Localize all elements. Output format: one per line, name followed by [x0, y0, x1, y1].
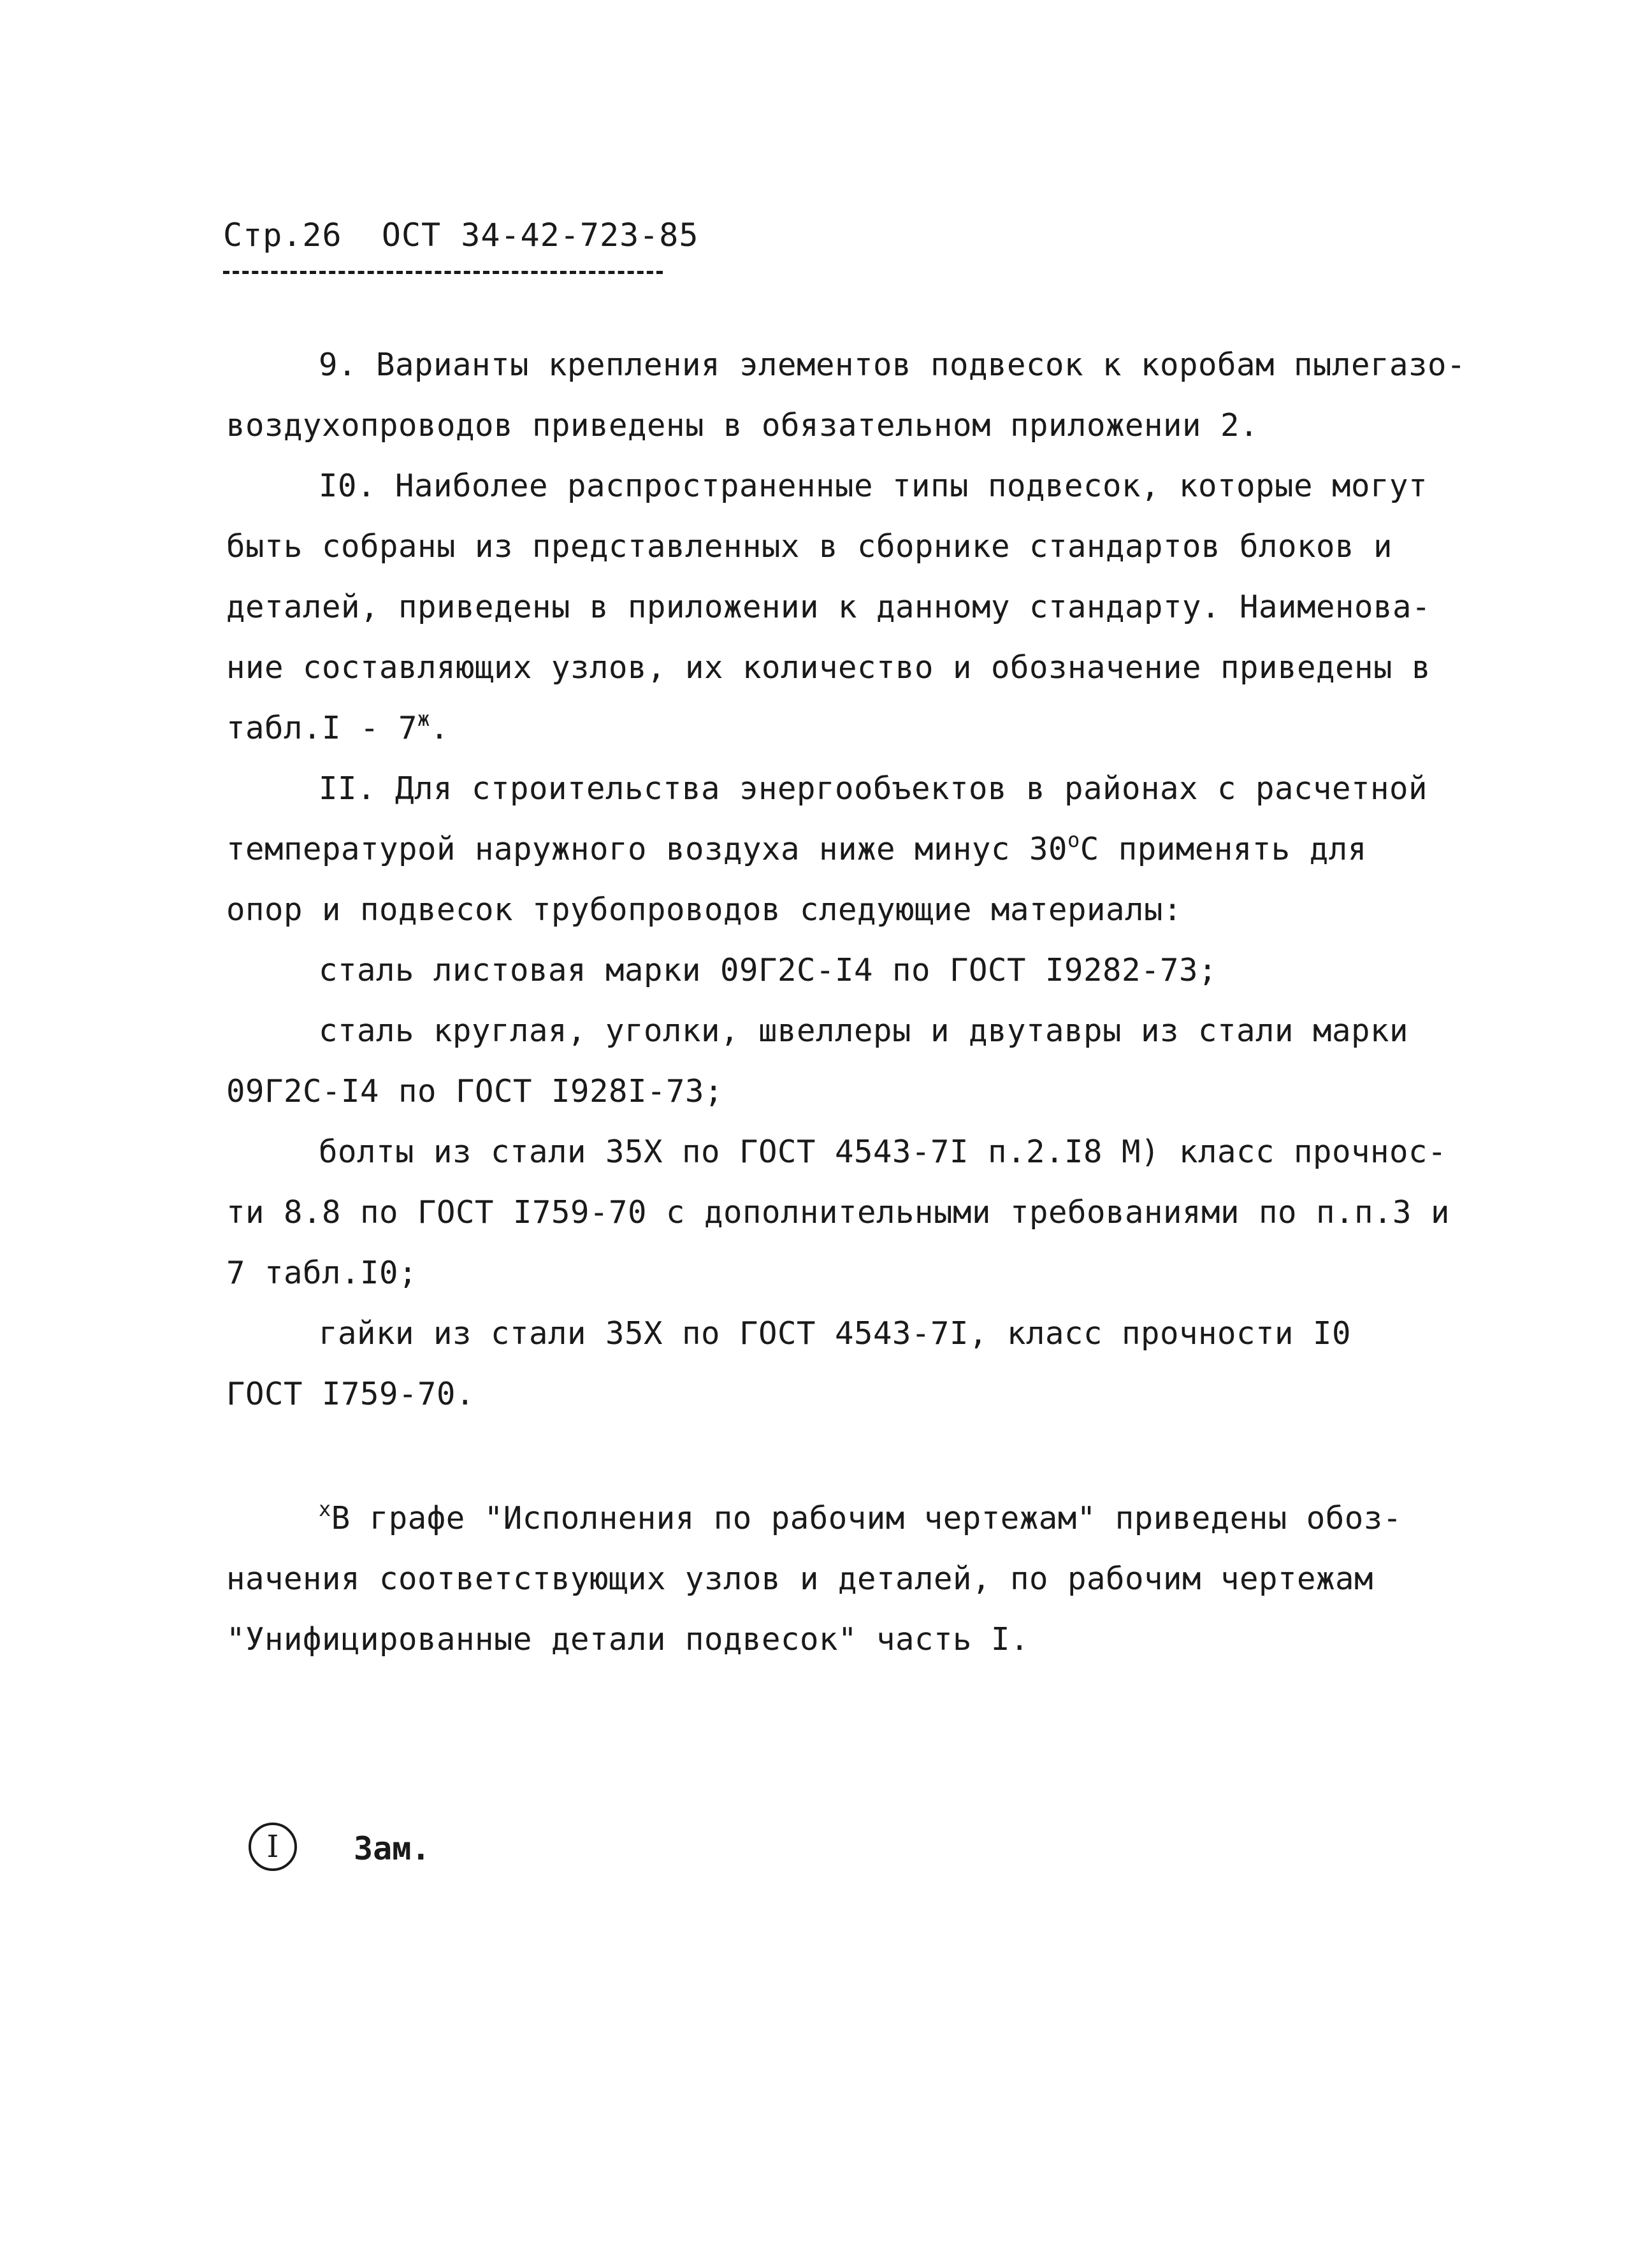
table-reference: табл.I - 7 [226, 710, 418, 746]
p11-line-7: болты из стали 35Х по ГОСТ 4543-7I п.2.I8 М) класс прочнос- [319, 1134, 1447, 1170]
footnote-marker: ж [417, 707, 430, 731]
temperature-text: температурой наружного воздуха ниже минус 30 [226, 831, 1068, 867]
sentence-end: . [430, 710, 449, 746]
p10-line-5 [226, 707, 449, 746]
p11-line-8: ти 8.8 по ГОСТ I759-70 с дополнительными требованиями по п.п.3 и [226, 1194, 1450, 1231]
revision-circle: I [249, 1823, 297, 1871]
p11-line-2 [226, 828, 1367, 867]
p10-line-2: быть собраны из представленных в сборнике стандартов блоков и [226, 528, 1393, 565]
p11-line-5: сталь круглая, уголки, швеллеры и двутавры из стали марки [319, 1013, 1409, 1049]
p11-line-6: 09Г2С-I4 по ГОСТ I928I-73; [226, 1073, 724, 1109]
p11-line-3: опор и подвесок трубопроводов следующие материалы: [226, 892, 1183, 928]
p11-line-1: II. Для строительства энергообъектов в районах с расчетной [319, 770, 1428, 807]
degree-mark: о [1067, 828, 1080, 852]
p11-line-9: 7 табл.I0; [226, 1255, 418, 1291]
p9-line-2: воздухопроводов приведены в обязательном приложении 2. [226, 407, 1259, 444]
standard-code: ОСТ 34-42-723-85 [381, 217, 699, 254]
p10-line-3: деталей, приведены в приложении к данному стандарту. Наименова- [226, 589, 1431, 625]
header-rule [223, 271, 663, 274]
footnote-line-1 [319, 1497, 1402, 1536]
footnote-symbol: х [319, 1497, 331, 1521]
p11-line-10: гайки из стали 35Х по ГОСТ 4543-7I, класс прочности I0 [319, 1315, 1352, 1352]
temperature-tail: С применять для [1080, 831, 1367, 867]
p11-line-11: ГОСТ I759-70. [226, 1376, 475, 1412]
p10-line-4: ние составляющих узлов, их количество и обозначение приведены в [226, 649, 1431, 686]
p11-line-4: сталь листовая марки 09Г2С-I4 по ГОСТ I9282-73; [319, 952, 1218, 988]
page-number: Стр.26 [223, 217, 342, 254]
footnote-line-2: начения соответствующих узлов и деталей, по рабочим чертежам [226, 1561, 1374, 1597]
footnote-text: В графе "Исполнения по рабочим чертежам" приведены обоз- [331, 1500, 1402, 1536]
footnote-line-3: "Унифицированные детали подвесок" часть I. [226, 1621, 1030, 1658]
revision-label: Зам. [354, 1830, 431, 1867]
page-header [223, 217, 698, 254]
p10-line-1: I0. Наиболее распространенные типы подвесок, которые могут [319, 468, 1428, 504]
p9-line-1: 9. Варианты крепления элементов подвесок к коробам пылегазо- [319, 347, 1466, 383]
